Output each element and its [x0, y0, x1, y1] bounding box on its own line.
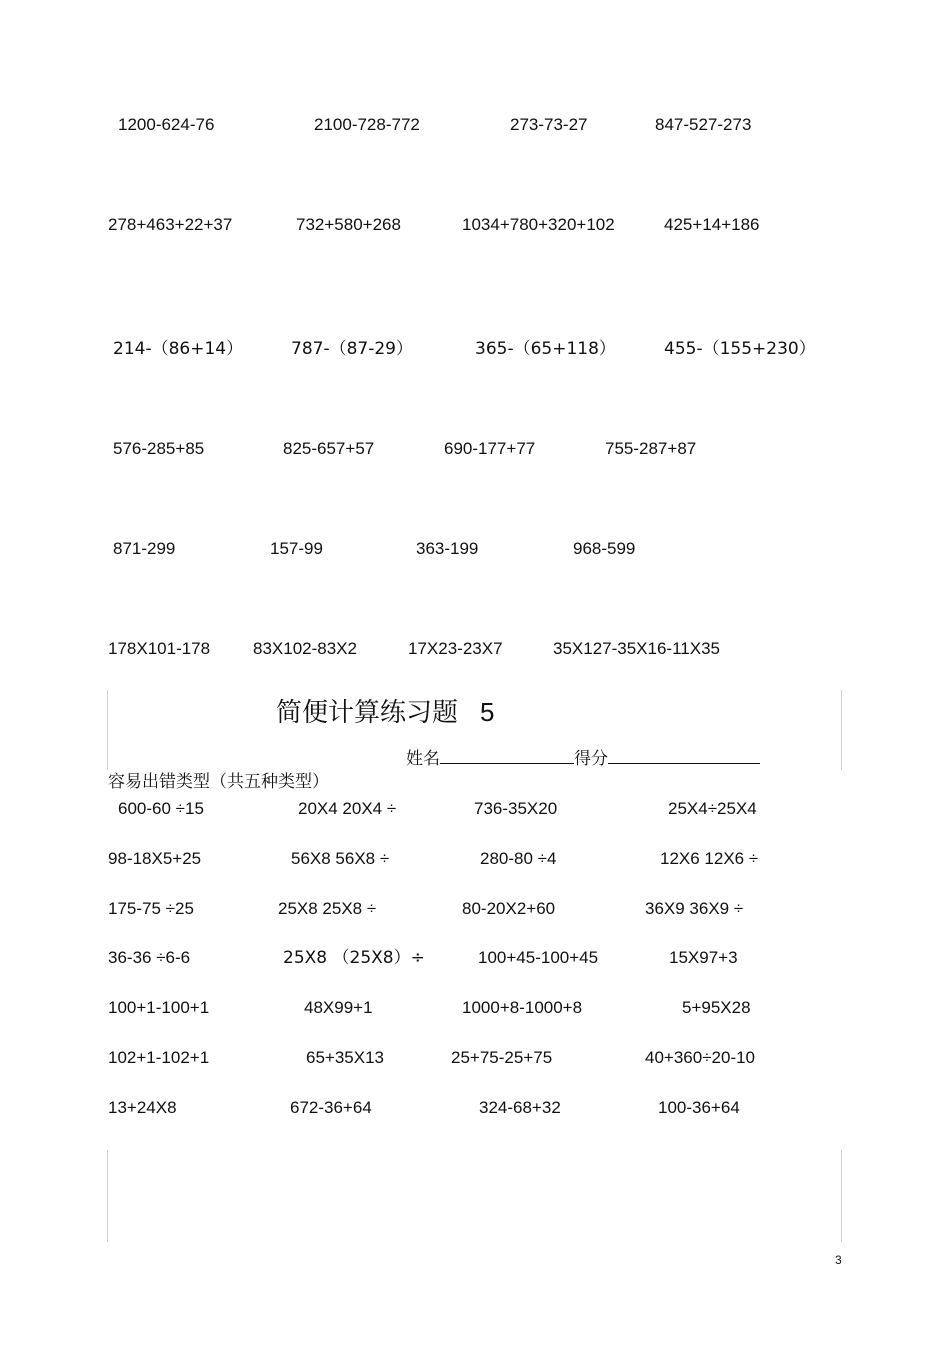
page-number: 3: [835, 1253, 842, 1267]
exercise-item: 280-80 ÷4: [480, 849, 557, 868]
exercise-item: 273-73-27: [510, 115, 588, 134]
section-subtitle: 容易出错类型（共五种类型）: [108, 772, 329, 792]
name-score-line: [406, 747, 760, 769]
exercise-item: 102+1-102+1: [108, 1048, 210, 1067]
exercise-item: 80-20X2+60: [462, 899, 556, 918]
exercise-item: 56X8 56X8 ÷: [291, 849, 390, 868]
exercise-item: 871-299: [113, 539, 176, 558]
exercise-item: 2100-728-772: [314, 115, 420, 134]
exercise-item: 25+75-25+75: [451, 1048, 553, 1067]
exercise-item: 576-285+85: [113, 439, 205, 458]
exercise-item: 13+24X8: [108, 1098, 177, 1117]
exercise-item: 178X101-178: [108, 639, 211, 658]
exercise-item: 15X97+3: [669, 948, 738, 967]
margin-line-left: [107, 690, 108, 770]
exercise-item: 98-18X5+25: [108, 849, 202, 868]
score-label: 得分: [574, 749, 608, 769]
exercise-item: 25X4÷25X4: [668, 799, 757, 818]
section-title: [276, 696, 494, 729]
exercise-item: 214-（86+14）: [113, 339, 244, 359]
exercise-item: 732+580+268: [296, 215, 401, 234]
exercise-item: 672-36+64: [290, 1098, 372, 1117]
margin-line-right-bottom: [841, 1150, 842, 1242]
exercise-item: 17X23-23X7: [408, 639, 503, 658]
exercise-item: 324-68+32: [479, 1098, 561, 1117]
name-label: 姓名: [406, 749, 440, 769]
margin-line-left-bottom: [107, 1150, 108, 1242]
exercise-item: 48X99+1: [304, 998, 373, 1017]
exercise-item: 425+14+186: [664, 215, 760, 234]
exercise-item: 25X8 （25X8）÷: [283, 948, 425, 968]
exercise-item: 600-60 ÷15: [118, 799, 204, 818]
margin-line-right: [841, 690, 842, 770]
exercise-item: 365-（65+118）: [475, 339, 616, 359]
section-title-text: 简便计算练习题: [276, 698, 459, 728]
exercise-item: 455-（155+230）: [664, 339, 816, 359]
exercise-item: 787-（87-29）: [291, 339, 413, 359]
exercise-item: 40+360÷20-10: [645, 1048, 756, 1067]
exercise-item: 5+95X28: [682, 998, 751, 1017]
exercise-item: 278+463+22+37: [108, 215, 233, 234]
exercise-item: 83X102-83X2: [253, 639, 357, 658]
exercise-item: 690-177+77: [444, 439, 536, 458]
exercise-item: 1000+8-1000+8: [462, 998, 583, 1017]
exercise-item: 65+35X13: [306, 1048, 384, 1067]
exercise-item: 12X6 12X6 ÷: [660, 849, 759, 868]
exercise-item: 35X127-35X16-11X35: [553, 639, 720, 658]
exercise-item: 25X8 25X8 ÷: [278, 899, 377, 918]
exercise-item: 825-657+57: [283, 439, 375, 458]
score-blank[interactable]: [608, 747, 760, 764]
exercise-item: 36X9 36X9 ÷: [645, 899, 744, 918]
exercise-item: 755-287+87: [605, 439, 697, 458]
exercise-item: 175-75 ÷25: [108, 899, 194, 918]
exercise-item: 100-36+64: [658, 1098, 740, 1117]
exercise-item: 363-199: [416, 539, 479, 558]
exercise-item: 736-35X20: [474, 799, 558, 818]
exercise-item: 1200-624-76: [118, 115, 215, 134]
exercise-item: 100+45-100+45: [478, 948, 599, 967]
exercise-item: 847-527-273: [655, 115, 752, 134]
exercise-item: 100+1-100+1: [108, 998, 210, 1017]
exercise-item: 1034+780+320+102: [462, 215, 615, 234]
name-blank[interactable]: [440, 747, 574, 764]
exercise-item: 157-99: [270, 539, 323, 558]
exercise-item: 36-36 ÷6-6: [108, 948, 191, 967]
section-title-number: 5: [480, 697, 495, 727]
exercise-item: 968-599: [573, 539, 636, 558]
exercise-item: 20X4 20X4 ÷: [298, 799, 397, 818]
